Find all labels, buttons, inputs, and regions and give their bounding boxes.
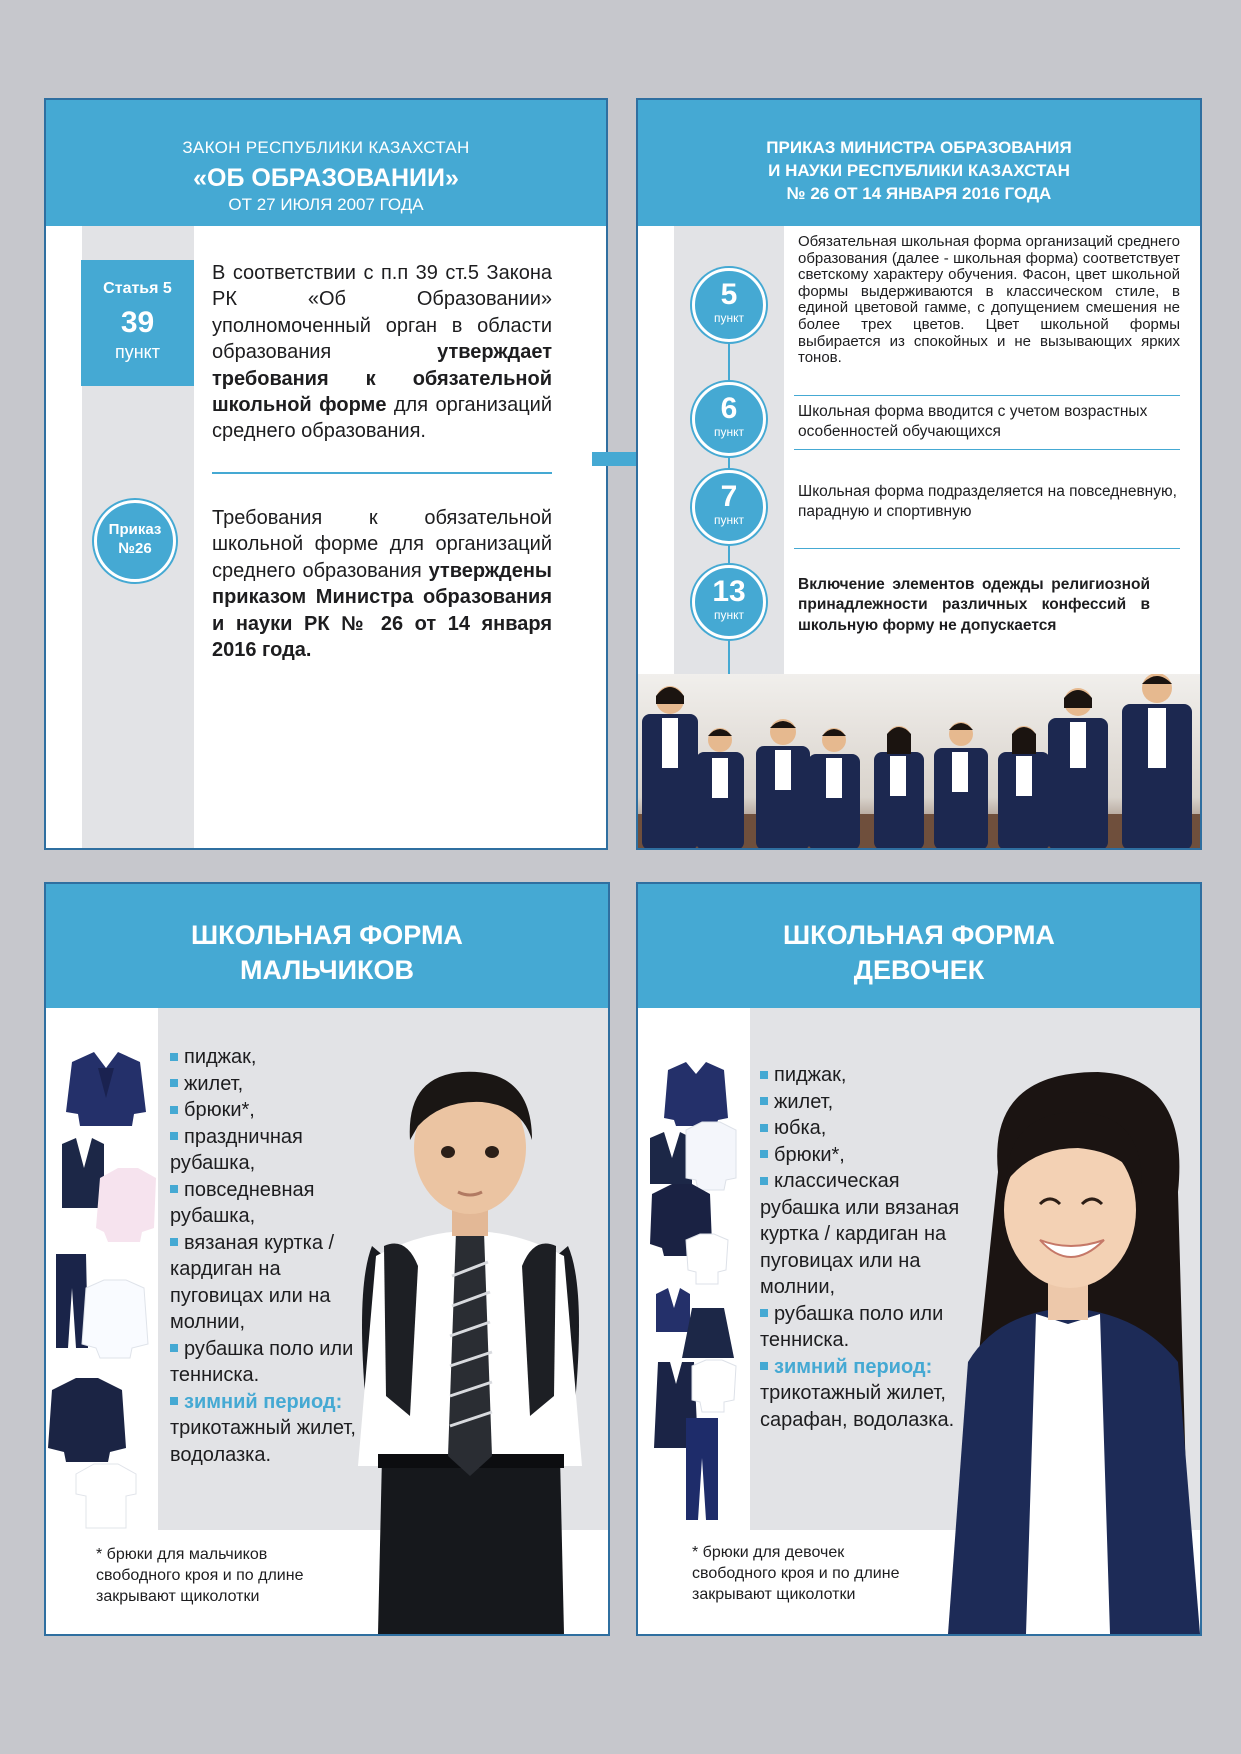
- white-shirt-icon: [82, 1280, 148, 1358]
- law-para1-normal: В соответствии с п.п 39 ст.5 Закона РК «Об Образовании» уполномоченный орган в области образования: [212, 262, 552, 364]
- list-item-label: рубашка поло или тенниска.: [170, 1337, 354, 1386]
- list-item-label: пиджак,: [774, 1064, 847, 1086]
- article-number: 39: [120, 306, 155, 339]
- point-number: 5: [720, 278, 738, 311]
- article-badge: [81, 260, 194, 386]
- point-circle-6: [692, 382, 766, 456]
- point-unit: пункт: [713, 608, 744, 622]
- boys-title-line1: ШКОЛЬНАЯ ФОРМА: [191, 920, 463, 950]
- point-unit: пункт: [713, 311, 744, 325]
- law-paragraph-1: [212, 260, 552, 445]
- point-number: 6: [720, 392, 738, 425]
- list-item-label: брюки*,: [774, 1143, 845, 1166]
- point-5-text: Обязательная школьная форма организаций среднего образования (далее - школьная форма) соответствует светскому характеру обучения. Фасон, цвет школьной формы выдерживаются в классическом стиле, в единой цветовой гамме, с допущением смешения не более трех цветов. Цвет школьной формы выбирается из спокойных и не вызывающих ярких тонов.: [798, 233, 1180, 367]
- boys-footnote: * брюки для мальчиков свободного кроя и по длине закрывают щиколотки: [96, 1546, 304, 1605]
- point-7-text: Школьная форма подразделяется на повседневную, парадную и спортивную: [798, 483, 1177, 520]
- point-6-text: Школьная форма вводится с учетом возрастных особенностей обучающихся: [798, 403, 1148, 440]
- point-circle-7: [692, 470, 766, 544]
- order-panel: [636, 98, 1202, 850]
- article-label: Статья 5: [103, 280, 172, 297]
- students-group-photo: [638, 674, 1200, 850]
- point-unit: пункт: [713, 513, 744, 527]
- girls-clothing-illustrations: [638, 1008, 750, 1530]
- law-divider: [212, 472, 552, 474]
- list-item-label: праздничная рубашка,: [170, 1125, 303, 1174]
- girls-title-line1: ШКОЛЬНАЯ ФОРМА: [783, 920, 1055, 950]
- boys-title-line2: МАЛЬЧИКОВ: [240, 955, 414, 985]
- cardigan-icon: [48, 1378, 126, 1462]
- list-item-label: классическая рубашка или вязаная куртка / кардиган на пуговицах или на молнии,: [760, 1170, 960, 1298]
- girls-panel: [636, 882, 1202, 1636]
- boys-clothing-illustrations: [46, 1008, 158, 1530]
- girl-photo: [928, 1062, 1200, 1634]
- order-badge-line1: Приказ: [108, 521, 162, 538]
- point-13-text: Включение элементов одежды религиозной принадлежности различных конфессий в школьную форму не допускается: [798, 576, 1150, 634]
- law-header-line1: ЗАКОН РЕСПУБЛИКИ КАЗАХСТАН: [182, 138, 470, 157]
- point-number: 7: [720, 480, 738, 513]
- boys-panel: [44, 882, 610, 1636]
- point-circle-5: [692, 268, 766, 342]
- boys-header: [46, 884, 608, 1008]
- list-item-label: повседневная рубашка,: [170, 1178, 315, 1227]
- list-item-label: жилет,: [774, 1090, 834, 1113]
- list-item-label: брюки*,: [184, 1099, 255, 1121]
- list-item-label: жилет,: [184, 1072, 244, 1095]
- blouse-icon: [686, 1122, 736, 1190]
- list-item-label: вязаная куртка / кардиган на пуговицах или на молнии,: [170, 1231, 335, 1333]
- order-badge-line2: №26: [118, 540, 152, 557]
- order-divider-2: [794, 449, 1180, 450]
- list-item-label: рубашка поло или тенниска.: [760, 1302, 944, 1351]
- winter-label: зимний период:: [774, 1355, 933, 1378]
- boy-photo: [332, 1036, 608, 1634]
- law-para1-bold: утверждает требования к обязательной школьной форме: [212, 341, 552, 417]
- order-divider-3: [794, 548, 1180, 549]
- law-para2-bold: утверждены приказом Министра образования и науки РК № 26 от 14 января 2016 года.: [212, 559, 552, 662]
- law-header-date: ОТ 27 ИЮЛЯ 2007 ГОДА: [228, 195, 424, 214]
- winter-items: трикотажный жилет, сарафан, водолазка.: [760, 1382, 955, 1431]
- order-header-line2: И НАУКИ РЕСПУБЛИКИ КАЗАХСТАН: [768, 161, 1070, 180]
- point-circle-13: [692, 565, 766, 639]
- list-item-label: пиджак,: [184, 1046, 257, 1068]
- list-item-label: юбка,: [774, 1117, 827, 1139]
- order-divider-1: [794, 395, 1180, 396]
- point-unit: пункт: [713, 425, 744, 439]
- law-panel: [44, 98, 608, 850]
- order-header-line1: ПРИКАЗ МИНИСТРА ОБРАЗОВАНИЯ: [766, 138, 1072, 157]
- girls-header: [638, 884, 1200, 1008]
- article-unit: пункт: [114, 342, 160, 362]
- point-number: 13: [712, 575, 746, 608]
- law-header: [46, 100, 606, 226]
- order-badge: [94, 500, 176, 582]
- winter-label: зимний период:: [184, 1390, 343, 1413]
- law-paragraph-2: [212, 505, 552, 663]
- winter-items: трикотажный жилет, водолазка.: [170, 1417, 356, 1466]
- law-para1-tail: для организаций среднего образования.: [212, 394, 552, 443]
- law-header-title: «ОБ ОБРАЗОВАНИИ»: [193, 164, 459, 192]
- order-header: [638, 100, 1200, 226]
- girls-title-line2: ДЕВОЧЕК: [853, 955, 985, 985]
- law-para2-normal: Требования к обязательной школьной форме для организаций среднего образования: [212, 507, 552, 582]
- order-header-line3: № 26 ОТ 14 ЯНВАРЯ 2016 ГОДА: [786, 184, 1052, 203]
- girls-footnote: * брюки для девочек свободного кроя и по длине закрывают щиколотки: [692, 1544, 900, 1603]
